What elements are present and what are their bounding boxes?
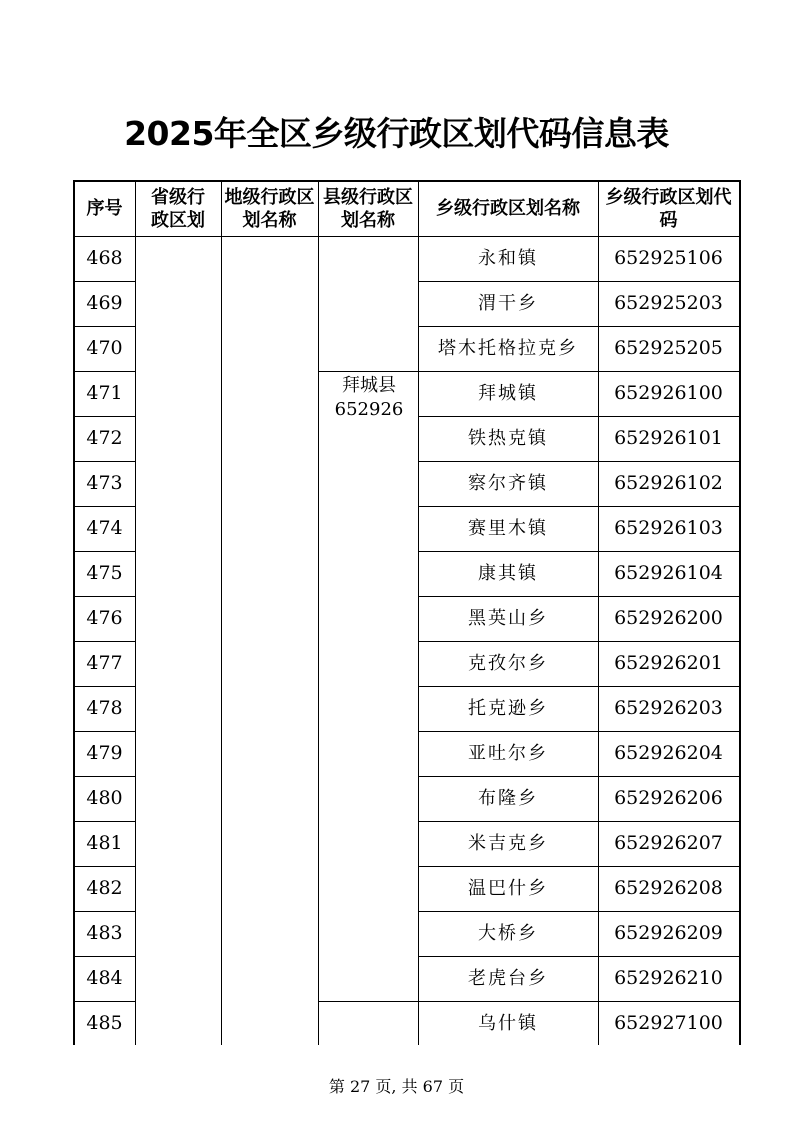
- row-township-name: 大桥乡: [478, 923, 538, 944]
- county-code: 652926: [334, 399, 404, 420]
- header-seq: 序号: [86, 198, 123, 219]
- row-township-name: 米吉克乡: [468, 833, 548, 854]
- page-title: 2025年全区乡级行政区划代码信息表: [124, 114, 669, 153]
- grid-hline: [418, 506, 741, 507]
- grid-hline: [73, 731, 135, 732]
- row-seq: 468: [86, 247, 123, 269]
- header-province-label: 省级行政区划: [151, 186, 205, 231]
- grid-hline: [318, 371, 418, 372]
- grid-vline: [598, 180, 599, 1045]
- row-township-code: 652926200: [614, 607, 723, 629]
- row-township-name: 拜城镇: [478, 383, 538, 404]
- row-township-name: 察尔齐镇: [468, 473, 548, 494]
- grid-hline: [418, 461, 741, 462]
- grid-hline: [418, 641, 741, 642]
- row-seq: 480: [86, 787, 123, 809]
- header-prefecture-label: 地级行政区划名称: [224, 186, 315, 231]
- row-seq: 483: [86, 922, 123, 944]
- grid-hline: [418, 821, 741, 822]
- grid-vline: [418, 180, 419, 1045]
- row-township-code: 652926208: [614, 877, 723, 899]
- header-township-label: 乡级行政区划名称: [436, 198, 580, 219]
- row-seq: 477: [86, 652, 123, 674]
- grid-hline: [73, 281, 135, 282]
- grid-vline: [73, 180, 75, 1045]
- header-province: [135, 181, 221, 236]
- header-prefecture: [221, 181, 318, 236]
- grid-hline: [418, 326, 741, 327]
- row-township-name: 康其镇: [478, 563, 538, 584]
- grid-hline: [73, 641, 135, 642]
- grid-hline: [418, 956, 741, 957]
- grid-hline: [418, 866, 741, 867]
- row-township-name: 赛里木镇: [468, 518, 548, 539]
- header-county-label: 县级行政区划名称: [323, 186, 413, 231]
- grid-hline: [73, 686, 135, 687]
- grid-hline: [73, 180, 741, 182]
- grid-hline: [73, 596, 135, 597]
- row-township-code: 652925205: [614, 337, 723, 359]
- grid-hline: [73, 776, 135, 777]
- row-seq: 482: [86, 877, 123, 899]
- row-township-code: 652926206: [614, 787, 723, 809]
- row-seq: 484: [86, 967, 123, 989]
- row-township-code: 652925106: [614, 247, 723, 269]
- row-seq: 476: [86, 607, 123, 629]
- row-township-code: 652926207: [614, 832, 723, 854]
- row-township-code: 652926103: [614, 517, 723, 539]
- row-township-code: 652926203: [614, 697, 723, 719]
- row-township-code: 652927100: [614, 1012, 723, 1034]
- row-seq: 481: [86, 832, 123, 854]
- grid-hline: [73, 326, 135, 327]
- row-township-code: 652926102: [614, 472, 723, 494]
- row-township-name: 温巴什乡: [468, 878, 548, 899]
- grid-hline: [73, 821, 135, 822]
- row-township-name: 黑英山乡: [468, 608, 548, 629]
- row-township-name: 塔木托格拉克乡: [438, 338, 578, 359]
- row-township-code: 652926204: [614, 742, 723, 764]
- row-seq: 475: [86, 562, 123, 584]
- row-seq: 469: [86, 292, 123, 314]
- grid-hline: [418, 911, 741, 912]
- grid-hline: [418, 731, 741, 732]
- county-cell: [320, 374, 418, 422]
- row-township-name: 亚吐尔乡: [468, 743, 548, 764]
- header-code-label: 乡级行政区划代码: [605, 186, 732, 231]
- grid-hline: [73, 506, 135, 507]
- grid-hline: [418, 371, 741, 372]
- grid-vline: [135, 180, 136, 1045]
- grid-hline: [73, 371, 135, 372]
- grid-hline: [418, 551, 741, 552]
- grid-hline: [73, 1001, 135, 1002]
- row-seq: 470: [86, 337, 123, 359]
- grid-hline: [418, 776, 741, 777]
- row-township-code: 652926209: [614, 922, 723, 944]
- header-county: [318, 181, 418, 236]
- row-township-name: 乌什镇: [478, 1013, 538, 1034]
- row-seq: 471: [86, 382, 123, 404]
- row-township-name: 铁热克镇: [468, 428, 548, 449]
- grid-hline: [73, 461, 135, 462]
- page-footer: 第 27 页, 共 67 页: [328, 1077, 465, 1096]
- row-seq: 473: [86, 472, 123, 494]
- grid-vline: [739, 180, 741, 1045]
- grid-hline: [73, 551, 135, 552]
- row-township-code: 652926210: [614, 967, 723, 989]
- row-township-name: 克孜尔乡: [468, 653, 548, 674]
- header-code: [598, 181, 739, 236]
- grid-hline: [73, 866, 135, 867]
- grid-vline: [318, 180, 319, 1045]
- row-township-name: 渭干乡: [478, 293, 538, 314]
- row-township-name: 永和镇: [478, 248, 538, 269]
- grid-vline: [221, 180, 222, 1045]
- row-township-code: 652925203: [614, 292, 723, 314]
- row-township-name: 老虎台乡: [468, 968, 548, 989]
- grid-hline: [418, 1001, 741, 1002]
- grid-hline: [418, 596, 741, 597]
- grid-hline: [318, 1001, 418, 1002]
- grid-hline: [73, 236, 741, 237]
- row-township-code: 652926104: [614, 562, 723, 584]
- grid-hline: [73, 416, 135, 417]
- county-name: 拜城县: [342, 375, 396, 396]
- row-seq: 479: [86, 742, 123, 764]
- row-township-name: 布隆乡: [478, 788, 538, 809]
- row-township-code: 652926100: [614, 382, 723, 404]
- row-township-code: 652926101: [614, 427, 723, 449]
- row-seq: 474: [86, 517, 123, 539]
- row-township-name: 托克逊乡: [468, 698, 548, 719]
- grid-hline: [73, 956, 135, 957]
- row-seq: 472: [86, 427, 123, 449]
- grid-hline: [73, 911, 135, 912]
- grid-hline: [418, 416, 741, 417]
- grid-hline: [418, 686, 741, 687]
- header-township: [418, 181, 598, 236]
- row-seq: 478: [86, 697, 123, 719]
- grid-hline: [418, 281, 741, 282]
- row-township-code: 652926201: [614, 652, 723, 674]
- row-seq: 485: [86, 1012, 123, 1034]
